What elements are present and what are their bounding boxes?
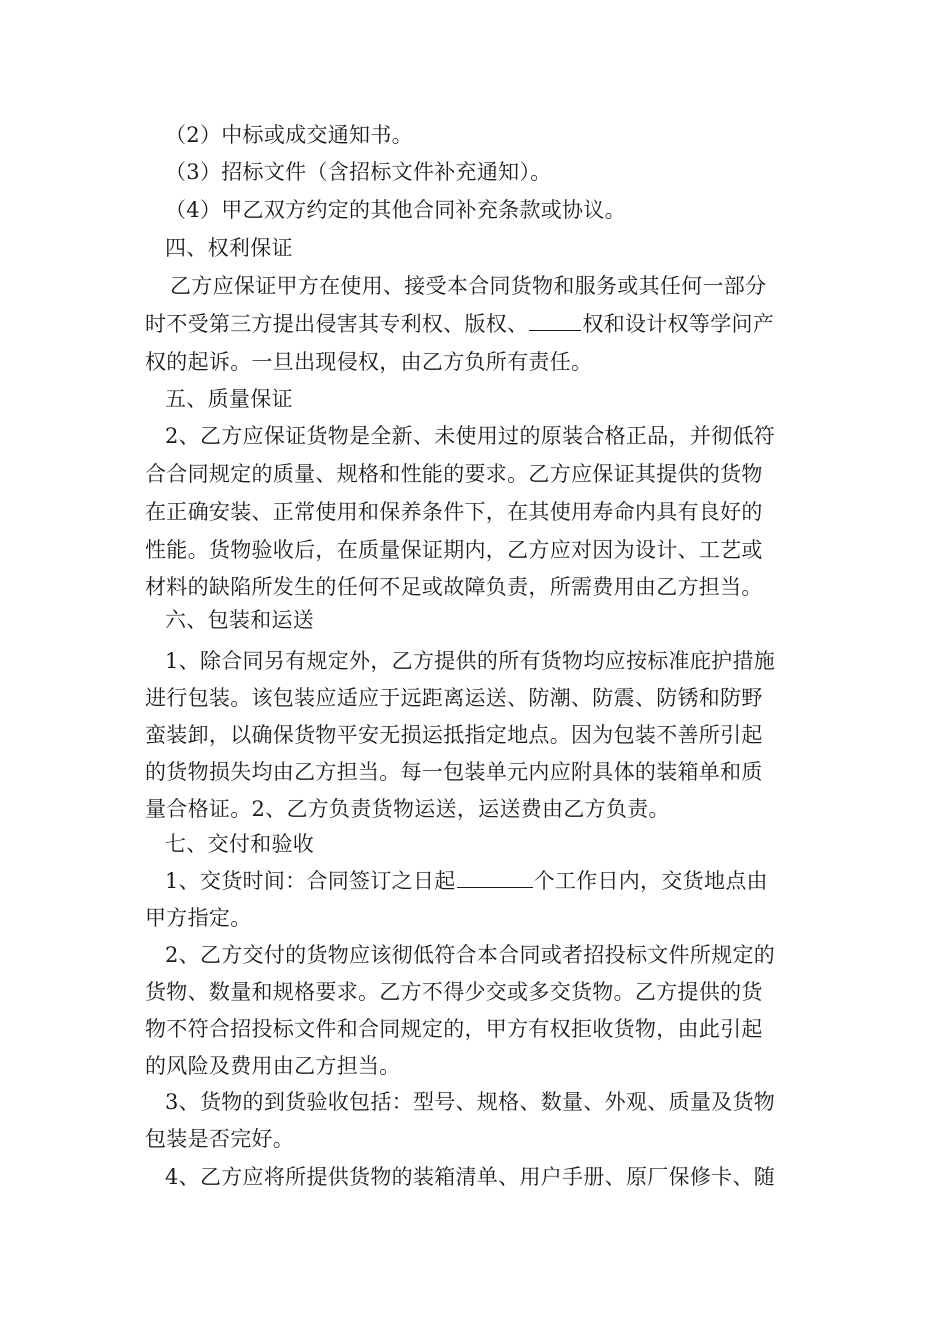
section-heading-rights <box>165 233 293 263</box>
text: 2、乙方应保证货物是全新、未使用过的原装合格正品，并彻低符 <box>165 424 776 448</box>
blank-field <box>529 310 581 331</box>
paragraph-line <box>145 683 763 713</box>
paragraph-line <box>165 1162 775 1192</box>
text: 1、除合同另有规定外，乙方提供的所有货物均应按标准庇护措施 <box>165 649 776 673</box>
paragraph-line <box>145 1014 763 1044</box>
paragraph-line <box>165 866 768 896</box>
list-item-4 <box>165 195 626 225</box>
text: 进行包装。该包装应适应于远距离运送、防潮、防震、防锈和防野 <box>145 686 763 710</box>
paragraph-line <box>145 347 592 377</box>
blank-field <box>457 867 533 888</box>
text: 四、权利保证 <box>165 236 293 260</box>
text: 蛮装卸，以确保货物平安无损运抵指定地点。因为包装不善所引起 <box>145 723 763 747</box>
paragraph-line <box>165 940 775 970</box>
section-heading-packaging <box>165 605 314 635</box>
paragraph-line <box>145 757 763 787</box>
text: 个工作日内，交货地点由 <box>533 869 768 893</box>
paragraph-line <box>165 646 775 676</box>
paragraph-line <box>145 459 763 489</box>
paragraph-line <box>145 794 670 824</box>
text: 七、交付和验收 <box>165 832 315 856</box>
list-item-2 <box>165 120 413 150</box>
text: 量合格证。2、乙方负责货物运送，运送费由乙方负责。 <box>145 797 670 821</box>
text: 时不受第三方提出侵害其专利权、版权、 <box>145 312 529 336</box>
text: 五、质量保证 <box>165 387 293 411</box>
text: 在正确安装、正常使用和保养条件下，在其使用寿命内具有良好的 <box>145 500 763 524</box>
text: 3、货物的到货验收包括：型号、规格、数量、外观、质量及货物 <box>165 1090 776 1114</box>
paragraph-line <box>145 720 763 750</box>
text: 乙方应保证甲方在使用、接受本合同货物和服务或其任何一部分 <box>170 274 767 298</box>
paragraph-line <box>145 497 763 527</box>
text: 材料的缺陷所发生的任何不足或故障负责，所需费用由乙方担当。 <box>145 575 763 599</box>
text: 合合同规定的质量、规格和性能的要求。乙方应保证其提供的货物 <box>145 462 763 486</box>
paragraph-line <box>165 421 775 451</box>
text: 物不符合招投标文件和合同规定的，甲方有权拒收货物，由此引起 <box>145 1017 763 1041</box>
text: 货物、数量和规格要求。乙方不得少交或多交货物。乙方提供的货 <box>145 980 763 1004</box>
paragraph-line <box>145 572 763 602</box>
paragraph-line <box>145 1051 401 1081</box>
text: 甲方指定。 <box>145 906 252 930</box>
text: （2）中标或成交通知书。 <box>165 123 413 147</box>
paragraph-line <box>145 1124 294 1154</box>
text: 权和设计权等学问产 <box>582 312 775 336</box>
text: （3）招标文件（含招标文件补充通知）。 <box>165 160 552 184</box>
paragraph-line <box>145 535 763 565</box>
paragraph-line <box>145 309 774 339</box>
text: 性能。货物验收后，在质量保证期内，乙方应对因为设计、工艺或 <box>145 538 763 562</box>
paragraph-line <box>165 1087 775 1117</box>
text: 的货物损失均由乙方担当。每一包装单元内应附具体的装箱单和质 <box>145 760 763 784</box>
paragraph-line <box>170 271 766 301</box>
text: 权的起诉。一旦出现侵权，由乙方负所有责任。 <box>145 350 593 374</box>
paragraph-line <box>145 903 252 933</box>
text: 2、乙方交付的货物应该彻低符合本合同或者招投标文件所规定的 <box>165 943 776 967</box>
section-heading-delivery <box>165 829 314 859</box>
text: 1、交货时间：合同签订之日起 <box>165 869 456 893</box>
text: （4）甲乙双方约定的其他合同补充条款或协议。 <box>165 198 626 222</box>
list-item-3 <box>165 157 552 187</box>
text: 4、乙方应将所提供货物的装箱清单、用户手册、原厂保修卡、随 <box>165 1165 776 1189</box>
text: 包装是否完好。 <box>145 1127 295 1151</box>
paragraph-line <box>145 977 763 1007</box>
section-heading-quality <box>165 384 293 414</box>
text: 六、包装和运送 <box>165 608 315 632</box>
text: 的风险及费用由乙方担当。 <box>145 1054 401 1078</box>
